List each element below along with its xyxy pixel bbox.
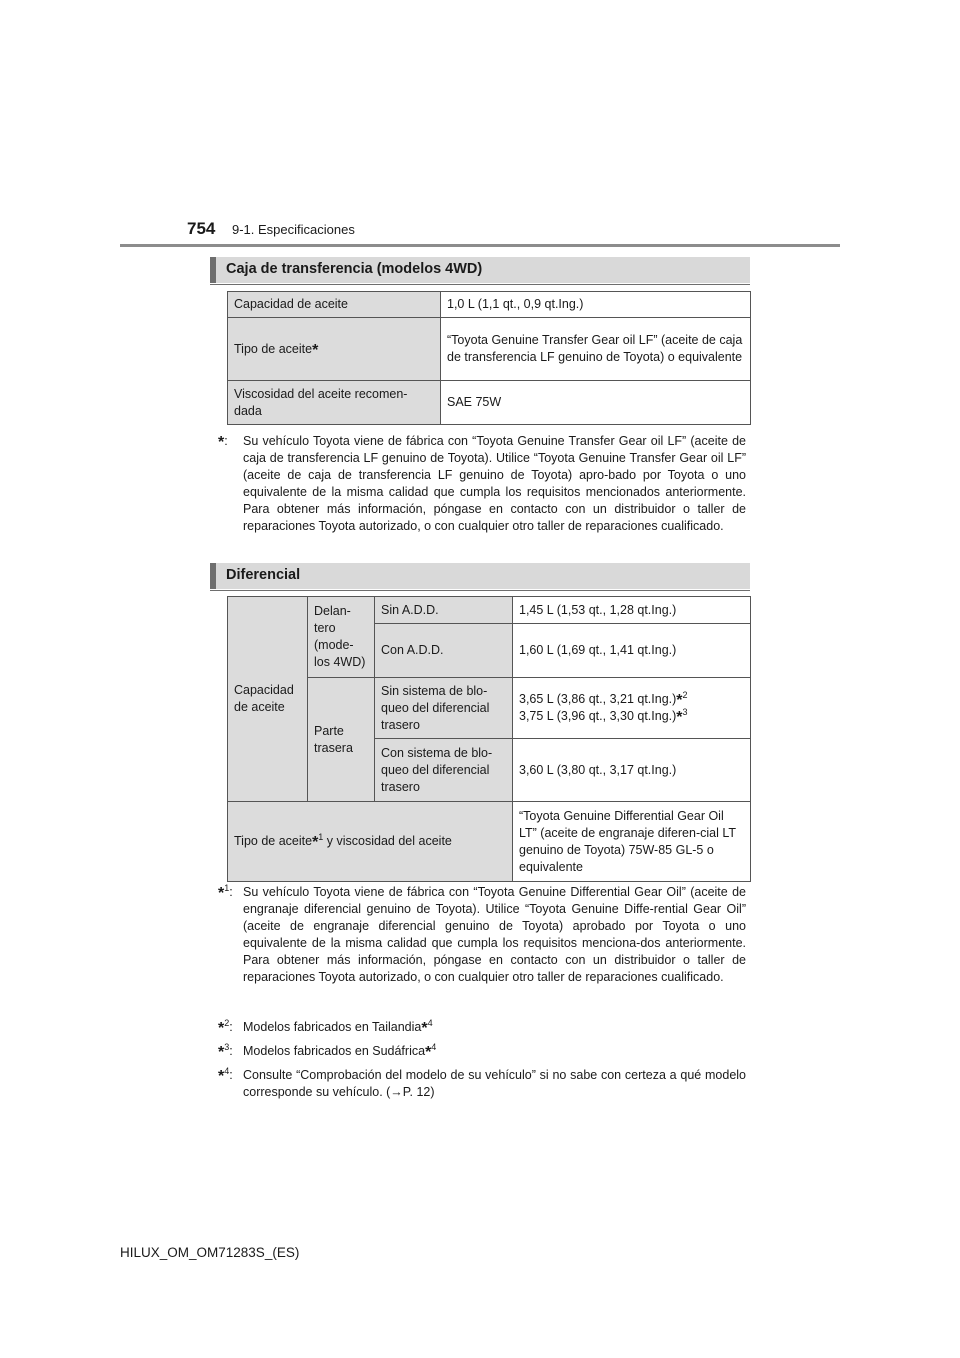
condition-cell: Sin sistema de blo-queo del diferencial trasero (375, 678, 513, 739)
oil-type-value: “Toyota Genuine Differential Gear Oil LT” (aceite de engranaje diferen-cial LT genuino de Toyota) 75W-85 GL-5 o equivalente (513, 802, 751, 882)
footnote-asterisk: * (676, 692, 683, 709)
heading-underline (210, 590, 750, 591)
oil-type-label-a: Tipo de aceite (234, 834, 313, 848)
table-row (228, 597, 751, 624)
footnote-ref: 1 (318, 831, 324, 842)
rear-label: Parte trasera (308, 678, 375, 802)
condition-cell: Con A.D.D. (375, 624, 513, 678)
oil-type-label (228, 802, 513, 882)
footnote-number: 4 (224, 1065, 230, 1076)
capacity-value: 1,60 L (1,69 qt., 1,41 qt.Ing.) (513, 624, 751, 678)
table-row (228, 381, 751, 425)
footnote-number: 1 (224, 882, 230, 893)
oil-type-label-b: y viscosidad del aceite (326, 834, 452, 848)
footnote-ref: 4 (427, 1017, 433, 1028)
viscosity-label: Viscosidad del aceite recomen-dada (228, 381, 441, 425)
differential-heading-text: Diferencial (226, 567, 301, 583)
footnote-text: Modelos fabricados en Sudáfrica (243, 1044, 426, 1058)
differential-footnote-3 (218, 1043, 746, 1060)
footnote-mark: *$^4$: (218, 1065, 233, 1085)
footnote-text: Su vehículo Toyota viene de fábrica con “Toyota Genuine Transfer Gear oil LF” (aceite de caja de transferencia LF genuino de Toyota). Utilice “Toyota Genuine Transfer Gear oil LF” (aceite de caja de transferencia LF genuino de Toyota) apro-bado por Toyota o uno equivalente de la misma calidad que cumpla los requisitos mencionados anteriormente. Para obtener más información, póngase en contacto con un distribuidor o taller de reparaciones Toyota autorizado, o con cualquier otro taller de reparaciones cualificado. (243, 434, 746, 533)
condition-cell: Sin A.D.D. (375, 597, 513, 624)
heading-underline (210, 284, 750, 285)
footnote-text: Consulte “Comprobación del modelo de su vehículo” si no sabe con certeza a qué modelo corresponde su vehículo. (→P. 12) (243, 1068, 746, 1099)
oil-type-label (228, 318, 441, 381)
capacity-value-line: 3,75 L (3,96 qt., 3,30 qt.Ing.) (519, 709, 677, 723)
footnote-asterisk: * (425, 1044, 432, 1061)
footnote-asterisk: * (421, 1020, 428, 1037)
oil-type-value: “Toyota Genuine Transfer Gear oil LF” (aceite de caja de transferencia LF genuino de Toyota) o equivalente (441, 318, 751, 381)
differential-footnote-2 (218, 1019, 746, 1036)
differential-heading (210, 563, 750, 589)
table-row (228, 802, 751, 882)
differential-footnote-4 (218, 1067, 746, 1101)
capacity-value: 3,60 L (3,80 qt., 3,17 qt.Ing.) (513, 739, 751, 802)
footnote-asterisk: * (218, 1020, 225, 1037)
transfer-case-heading-text: Caja de transferencia (modelos 4WD) (226, 261, 483, 277)
capacity-value (513, 678, 751, 739)
footnote-asterisk: * (312, 341, 319, 359)
table-row (228, 318, 751, 381)
footnote-asterisk: * (218, 434, 225, 451)
footnote-ref: 4 (431, 1041, 437, 1052)
differential-footnote-1 (218, 884, 746, 986)
footnote-asterisk: * (218, 1044, 225, 1061)
footer-doc-id: HILUX_OM_OM71283S_(ES) (120, 1245, 300, 1260)
footnote-number: 3 (224, 1041, 230, 1052)
footnote-mark: *: (218, 434, 228, 451)
footnote-mark: *$^2$: (218, 1017, 233, 1037)
footnote-ref: 3 (682, 706, 688, 717)
transfer-case-heading (210, 257, 750, 283)
differential-table (227, 596, 751, 882)
footnote-body (243, 1019, 746, 1036)
capacity-value: 1,0 L (1,1 qt., 0,9 qt.Ing.) (441, 292, 751, 318)
page-number: 754 (187, 219, 216, 238)
footnote-number: 2 (224, 1017, 230, 1028)
oil-type-label-text: Tipo de aceite (234, 341, 313, 356)
front-label: Delan-tero (mode-los 4WD) (308, 597, 375, 678)
capacity-value-line: 3,65 L (3,86 qt., 3,21 qt.Ing.) (519, 692, 677, 706)
condition-cell: Con sistema de blo-queo del diferencial trasero (375, 739, 513, 802)
capacity-label: Capacidad de aceite (228, 597, 308, 802)
transfer-footnote (218, 433, 746, 535)
section-header: 9-1. Especificaciones (232, 222, 355, 237)
footnote-asterisk: * (676, 709, 683, 726)
footnote-mark: *$^1$: (218, 882, 233, 902)
transfer-case-table (227, 291, 751, 425)
capacity-value: 1,45 L (1,53 qt., 1,28 qt.Ing.) (513, 597, 751, 624)
capacity-label: Capacidad de aceite (228, 292, 441, 318)
footnote-asterisk: * (218, 885, 225, 902)
footnote-asterisk: * (312, 834, 319, 851)
footnote-mark: *$^3$: (218, 1041, 233, 1061)
footnote-ref: 2 (682, 689, 688, 700)
footnote-asterisk: * (218, 1068, 225, 1085)
table-row (228, 292, 751, 318)
footnote-body (243, 1043, 746, 1060)
footnote-text: Su vehículo Toyota viene de fábrica con “Toyota Genuine Differential Gear Oil” (aceite de engranaje diferencial genuino de Toyota). Utilice “Toyota Genuine Diffe-rential Gear Oil” (aceite de engranaje diferencial genuino de Toyota) aprobado por Toyota o uno equivalente de la misma calidad que cumpla los requisitos menciona-dos anteriormente. Para obtener más información, póngase en contacto con un distribuidor o taller de reparaciones Toyota autorizado, o con cualquier otro taller de reparaciones cualificado. (243, 885, 746, 984)
footnote-text: Modelos fabricados en Tailandia (243, 1020, 422, 1034)
header-rule (120, 244, 840, 247)
viscosity-value: SAE 75W (441, 381, 751, 425)
